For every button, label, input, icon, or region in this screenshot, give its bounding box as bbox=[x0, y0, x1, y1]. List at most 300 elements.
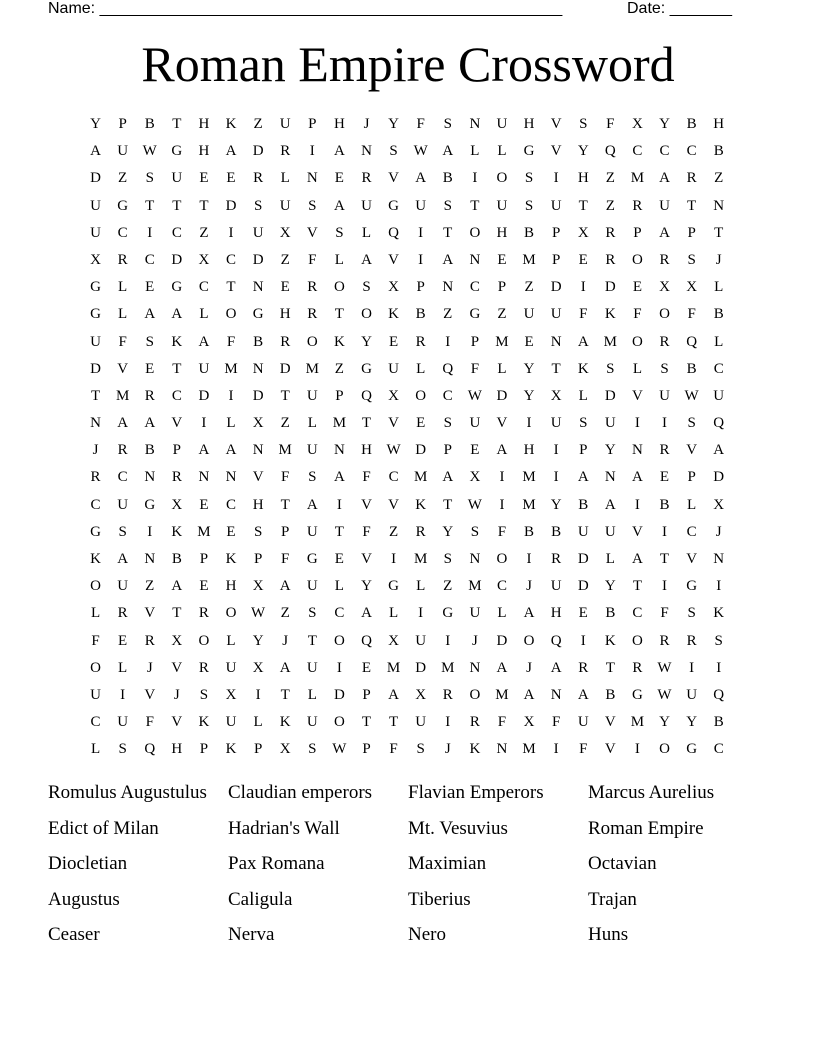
grid-cell[interactable]: A bbox=[144, 415, 156, 432]
grid-cell[interactable]: F bbox=[226, 333, 236, 350]
grid-cell[interactable]: U bbox=[577, 523, 589, 540]
grid-cell[interactable]: S bbox=[199, 686, 209, 703]
grid-cell[interactable]: C bbox=[144, 251, 155, 268]
grid-cell[interactable]: Z bbox=[605, 197, 615, 214]
grid-cell[interactable]: G bbox=[90, 279, 101, 296]
grid-cell[interactable]: L bbox=[497, 143, 507, 160]
grid-cell[interactable]: K bbox=[171, 333, 183, 350]
grid-cell[interactable]: F bbox=[551, 714, 561, 731]
grid-cell[interactable]: X bbox=[686, 279, 698, 296]
grid-cell[interactable]: N bbox=[252, 442, 264, 459]
grid-cell[interactable]: A bbox=[306, 496, 318, 513]
grid-cell[interactable]: S bbox=[443, 415, 452, 432]
grid-cell[interactable]: V bbox=[388, 170, 399, 187]
grid-cell[interactable]: I bbox=[553, 442, 559, 459]
grid-cell[interactable]: K bbox=[415, 496, 427, 513]
grid-cell[interactable]: A bbox=[442, 469, 454, 486]
grid-cell[interactable]: K bbox=[279, 714, 291, 731]
grid-cell[interactable]: T bbox=[659, 551, 670, 567]
grid-cell[interactable]: D bbox=[496, 387, 508, 404]
grid-cell[interactable]: P bbox=[497, 279, 507, 296]
grid-cell[interactable]: V bbox=[361, 496, 372, 513]
grid-cell[interactable]: X bbox=[388, 279, 399, 296]
grid-cell[interactable]: W bbox=[332, 741, 347, 758]
grid-cell[interactable]: I bbox=[662, 415, 668, 432]
grid-cell[interactable]: L bbox=[118, 279, 128, 296]
grid-cell[interactable]: Y bbox=[388, 116, 399, 132]
grid-cell[interactable]: I bbox=[445, 632, 451, 649]
grid-cell[interactable]: S bbox=[687, 251, 696, 268]
grid-cell[interactable]: X bbox=[225, 686, 237, 703]
grid-cell[interactable]: R bbox=[90, 469, 101, 486]
grid-cell[interactable]: B bbox=[686, 116, 697, 132]
grid-cell[interactable]: F bbox=[633, 306, 642, 323]
grid-cell[interactable]: A bbox=[171, 306, 183, 323]
grid-cell[interactable]: G bbox=[361, 360, 372, 377]
grid-cell[interactable]: N bbox=[550, 333, 562, 350]
grid-cell[interactable]: W bbox=[413, 143, 428, 160]
grid-cell[interactable]: E bbox=[632, 279, 642, 296]
grid-cell[interactable]: A bbox=[117, 415, 129, 432]
grid-cell[interactable]: X bbox=[713, 496, 725, 513]
grid-cell[interactable]: X bbox=[171, 632, 183, 649]
grid-cell[interactable]: P bbox=[253, 741, 263, 758]
grid-cell[interactable]: E bbox=[145, 360, 155, 377]
grid-cell[interactable]: Y bbox=[577, 143, 589, 160]
grid-cell[interactable]: I bbox=[309, 143, 315, 160]
grid-cell[interactable]: E bbox=[659, 469, 670, 486]
grid-cell[interactable]: M bbox=[522, 741, 536, 758]
grid-cell[interactable]: T bbox=[90, 387, 101, 404]
grid-cell[interactable]: S bbox=[687, 605, 696, 622]
grid-cell[interactable]: Z bbox=[199, 224, 209, 241]
grid-cell[interactable]: L bbox=[90, 605, 101, 622]
grid-cell[interactable]: J bbox=[526, 659, 532, 676]
grid-cell[interactable]: J bbox=[282, 632, 289, 649]
grid-cell[interactable]: R bbox=[415, 333, 426, 350]
grid-cell[interactable]: V bbox=[144, 686, 156, 703]
grid-cell[interactable]: J bbox=[715, 251, 722, 268]
grid-cell[interactable]: F bbox=[416, 116, 425, 132]
grid-cell[interactable]: A bbox=[442, 143, 454, 160]
grid-cell[interactable]: S bbox=[443, 116, 452, 132]
grid-cell[interactable]: Y bbox=[442, 523, 454, 540]
grid-cell[interactable]: L bbox=[118, 659, 128, 676]
grid-cell[interactable]: U bbox=[361, 197, 372, 214]
grid-cell[interactable]: K bbox=[90, 551, 101, 567]
grid-cell[interactable]: Q bbox=[388, 224, 399, 241]
grid-cell[interactable]: R bbox=[415, 523, 426, 540]
grid-cell[interactable]: A bbox=[496, 442, 508, 459]
grid-cell[interactable]: S bbox=[443, 551, 452, 567]
grid-cell[interactable]: M bbox=[522, 251, 536, 268]
grid-cell[interactable]: P bbox=[443, 442, 452, 459]
grid-cell[interactable]: K bbox=[333, 333, 345, 350]
grid-cell[interactable]: U bbox=[577, 714, 589, 731]
grid-cell[interactable]: R bbox=[578, 659, 589, 676]
grid-cell[interactable]: J bbox=[715, 523, 722, 540]
grid-cell[interactable]: Z bbox=[334, 360, 344, 377]
grid-cell[interactable]: A bbox=[632, 469, 643, 486]
grid-cell[interactable]: I bbox=[553, 469, 559, 486]
grid-cell[interactable]: H bbox=[198, 143, 210, 160]
grid-cell[interactable]: T bbox=[361, 415, 372, 432]
grid-cell[interactable]: F bbox=[687, 306, 696, 323]
grid-cell[interactable]: D bbox=[90, 170, 101, 187]
grid-cell[interactable]: F bbox=[308, 251, 317, 268]
grid-cell[interactable]: O bbox=[225, 605, 237, 622]
grid-cell[interactable]: T bbox=[632, 578, 642, 595]
grid-cell[interactable]: H bbox=[577, 170, 589, 187]
grid-cell[interactable]: Q bbox=[361, 632, 372, 649]
grid-cell[interactable]: Y bbox=[686, 714, 698, 731]
grid-cell[interactable]: M bbox=[630, 170, 645, 187]
grid-cell[interactable]: P bbox=[199, 741, 209, 758]
grid-cell[interactable]: I bbox=[689, 659, 695, 676]
grid-cell[interactable]: H bbox=[550, 605, 562, 622]
grid-cell[interactable]: F bbox=[281, 469, 290, 486]
grid-cell[interactable]: E bbox=[334, 170, 344, 187]
grid-cell[interactable]: E bbox=[226, 523, 236, 540]
grid-cell[interactable]: F bbox=[389, 741, 398, 758]
grid-cell[interactable]: F bbox=[362, 469, 371, 486]
grid-cell[interactable]: S bbox=[660, 360, 669, 377]
grid-cell[interactable]: W bbox=[684, 387, 699, 404]
date-field-label[interactable]: Date: _______ bbox=[627, 0, 732, 17]
grid-cell[interactable]: U bbox=[117, 578, 129, 595]
grid-cell[interactable]: U bbox=[225, 714, 237, 731]
grid-cell[interactable]: T bbox=[145, 197, 155, 214]
grid-cell[interactable]: B bbox=[659, 496, 670, 513]
grid-cell[interactable]: B bbox=[524, 523, 535, 540]
grid-cell[interactable]: C bbox=[334, 605, 345, 622]
grid-cell[interactable]: R bbox=[171, 469, 182, 486]
grid-cell[interactable]: I bbox=[553, 741, 559, 758]
grid-cell[interactable]: A bbox=[144, 306, 156, 323]
grid-cell[interactable]: O bbox=[496, 551, 508, 567]
grid-cell[interactable]: Z bbox=[443, 306, 453, 323]
grid-cell[interactable]: D bbox=[415, 659, 427, 676]
grid-cell[interactable]: D bbox=[252, 251, 264, 268]
grid-cell[interactable]: T bbox=[172, 197, 182, 214]
grid-cell[interactable]: Y bbox=[90, 116, 101, 132]
grid-cell[interactable]: V bbox=[117, 360, 129, 377]
grid-cell[interactable]: R bbox=[632, 197, 643, 214]
grid-cell[interactable]: B bbox=[171, 551, 182, 567]
grid-cell[interactable]: K bbox=[225, 741, 237, 758]
grid-cell[interactable]: L bbox=[714, 279, 724, 296]
grid-cell[interactable]: L bbox=[307, 686, 317, 703]
grid-cell[interactable]: U bbox=[604, 523, 616, 540]
grid-cell[interactable]: G bbox=[90, 306, 101, 323]
grid-cell[interactable]: F bbox=[497, 523, 507, 540]
grid-cell[interactable]: J bbox=[173, 686, 180, 703]
grid-cell[interactable]: E bbox=[578, 605, 588, 622]
grid-cell[interactable]: O bbox=[415, 387, 427, 404]
grid-cell[interactable]: T bbox=[578, 197, 588, 214]
grid-cell[interactable]: M bbox=[414, 551, 428, 567]
grid-cell[interactable]: X bbox=[252, 578, 264, 595]
grid-cell[interactable]: R bbox=[280, 333, 291, 350]
grid-cell[interactable]: L bbox=[334, 251, 344, 268]
grid-cell[interactable]: O bbox=[659, 741, 670, 758]
grid-cell[interactable]: I bbox=[147, 224, 153, 241]
grid-cell[interactable]: V bbox=[604, 741, 616, 758]
grid-cell[interactable]: A bbox=[523, 686, 535, 703]
grid-cell[interactable]: A bbox=[333, 469, 345, 486]
grid-cell[interactable]: M bbox=[522, 496, 536, 513]
grid-cell[interactable]: H bbox=[171, 741, 183, 758]
grid-cell[interactable]: C bbox=[713, 360, 724, 377]
grid-cell[interactable]: S bbox=[145, 333, 154, 350]
grid-cell[interactable]: I bbox=[418, 224, 424, 241]
grid-cell[interactable]: E bbox=[226, 170, 236, 187]
grid-cell[interactable]: M bbox=[278, 442, 292, 459]
grid-cell[interactable]: L bbox=[280, 170, 290, 187]
grid-cell[interactable]: R bbox=[307, 306, 318, 323]
grid-cell[interactable]: S bbox=[416, 741, 425, 758]
grid-cell[interactable]: O bbox=[632, 632, 643, 649]
grid-cell[interactable]: X bbox=[388, 632, 399, 649]
grid-cell[interactable]: I bbox=[120, 686, 126, 703]
grid-cell[interactable]: F bbox=[281, 551, 290, 567]
grid-cell[interactable]: W bbox=[657, 659, 672, 676]
grid-cell[interactable]: N bbox=[469, 116, 481, 132]
grid-cell[interactable]: J bbox=[526, 578, 532, 595]
grid-cell[interactable]: X bbox=[171, 496, 183, 513]
grid-cell[interactable]: G bbox=[144, 496, 156, 513]
grid-cell[interactable]: E bbox=[199, 578, 209, 595]
grid-cell[interactable]: U bbox=[415, 714, 427, 731]
grid-cell[interactable]: P bbox=[687, 469, 696, 486]
grid-cell[interactable]: X bbox=[415, 686, 427, 703]
grid-cell[interactable]: S bbox=[253, 197, 263, 214]
grid-cell[interactable]: I bbox=[418, 605, 424, 622]
grid-cell[interactable]: U bbox=[496, 197, 508, 214]
grid-cell[interactable]: D bbox=[577, 578, 589, 595]
grid-cell[interactable]: V bbox=[306, 224, 318, 241]
grid-cell[interactable]: C bbox=[171, 224, 182, 241]
grid-cell[interactable]: M bbox=[630, 714, 645, 731]
grid-cell[interactable]: R bbox=[117, 442, 128, 459]
grid-cell[interactable]: E bbox=[280, 279, 290, 296]
grid-cell[interactable]: U bbox=[550, 578, 562, 595]
grid-cell[interactable]: G bbox=[469, 306, 481, 323]
grid-cell[interactable]: I bbox=[580, 279, 586, 296]
grid-cell[interactable]: R bbox=[686, 170, 697, 187]
grid-cell[interactable]: M bbox=[115, 387, 130, 404]
grid-cell[interactable]: U bbox=[117, 496, 129, 513]
grid-cell[interactable]: F bbox=[497, 714, 507, 731]
grid-cell[interactable]: N bbox=[632, 442, 643, 459]
grid-cell[interactable]: T bbox=[551, 360, 561, 377]
grid-cell[interactable]: P bbox=[579, 442, 588, 459]
grid-cell[interactable]: X bbox=[659, 279, 670, 296]
grid-cell[interactable]: R bbox=[198, 605, 209, 622]
grid-cell[interactable]: N bbox=[604, 469, 616, 486]
grid-cell[interactable]: Z bbox=[524, 279, 534, 296]
grid-cell[interactable]: Y bbox=[604, 578, 616, 595]
grid-cell[interactable]: S bbox=[145, 170, 154, 187]
grid-cell[interactable]: B bbox=[524, 224, 535, 241]
grid-cell[interactable]: R bbox=[253, 170, 264, 187]
grid-cell[interactable]: Z bbox=[118, 170, 128, 187]
grid-cell[interactable]: R bbox=[605, 224, 616, 241]
grid-cell[interactable]: L bbox=[118, 306, 128, 323]
grid-cell[interactable]: I bbox=[336, 496, 342, 513]
grid-cell[interactable]: L bbox=[388, 605, 399, 622]
grid-cell[interactable]: M bbox=[305, 360, 319, 377]
grid-cell[interactable]: I bbox=[472, 170, 478, 187]
grid-cell[interactable]: T bbox=[470, 197, 480, 214]
grid-cell[interactable]: H bbox=[252, 496, 264, 513]
grid-cell[interactable]: L bbox=[470, 143, 480, 160]
grid-cell[interactable]: X bbox=[388, 387, 399, 404]
grid-cell[interactable]: F bbox=[660, 605, 669, 622]
grid-cell[interactable]: N bbox=[198, 469, 210, 486]
grid-cell[interactable]: N bbox=[90, 415, 101, 432]
grid-cell[interactable]: S bbox=[470, 523, 480, 540]
grid-cell[interactable]: K bbox=[171, 523, 183, 540]
grid-cell[interactable]: W bbox=[467, 387, 482, 404]
grid-cell[interactable]: I bbox=[553, 170, 559, 187]
grid-cell[interactable]: O bbox=[225, 306, 237, 323]
grid-cell[interactable]: I bbox=[228, 387, 234, 404]
grid-cell[interactable]: I bbox=[526, 415, 532, 432]
grid-cell[interactable]: R bbox=[659, 333, 670, 350]
grid-cell[interactable]: B bbox=[144, 116, 155, 132]
grid-cell[interactable]: D bbox=[171, 251, 183, 268]
grid-cell[interactable]: O bbox=[333, 632, 345, 649]
grid-cell[interactable]: L bbox=[90, 741, 101, 758]
grid-cell[interactable]: I bbox=[716, 578, 722, 595]
grid-cell[interactable]: T bbox=[226, 279, 236, 296]
grid-cell[interactable]: L bbox=[199, 306, 209, 323]
grid-cell[interactable]: S bbox=[524, 170, 534, 187]
grid-cell[interactable]: V bbox=[686, 442, 698, 459]
grid-cell[interactable]: X bbox=[90, 251, 101, 268]
grid-cell[interactable]: E bbox=[578, 251, 588, 268]
grid-cell[interactable]: C bbox=[226, 251, 237, 268]
grid-cell[interactable]: N bbox=[361, 143, 372, 160]
grid-cell[interactable]: N bbox=[252, 279, 264, 296]
grid-cell[interactable]: U bbox=[496, 116, 508, 132]
grid-cell[interactable]: S bbox=[579, 116, 588, 132]
grid-cell[interactable]: A bbox=[659, 170, 670, 187]
grid-cell[interactable]: D bbox=[90, 360, 101, 377]
grid-cell[interactable]: W bbox=[386, 442, 401, 459]
grid-cell[interactable]: L bbox=[605, 551, 615, 567]
grid-cell[interactable]: H bbox=[333, 116, 345, 132]
grid-cell[interactable]: I bbox=[634, 415, 640, 432]
grid-cell[interactable]: C bbox=[171, 387, 182, 404]
grid-cell[interactable]: L bbox=[578, 387, 588, 404]
grid-cell[interactable]: L bbox=[361, 224, 372, 241]
grid-cell[interactable]: N bbox=[713, 551, 725, 567]
grid-cell[interactable]: J bbox=[92, 442, 99, 459]
grid-cell[interactable]: Z bbox=[280, 605, 290, 622]
grid-cell[interactable]: F bbox=[118, 333, 127, 350]
grid-cell[interactable]: U bbox=[550, 415, 562, 432]
grid-cell[interactable]: U bbox=[306, 659, 318, 676]
grid-cell[interactable]: T bbox=[605, 659, 615, 676]
grid-cell[interactable]: V bbox=[388, 415, 399, 432]
grid-cell[interactable]: M bbox=[414, 469, 428, 486]
grid-cell[interactable]: C bbox=[388, 469, 399, 486]
grid-cell[interactable]: N bbox=[469, 551, 481, 567]
grid-cell[interactable]: U bbox=[415, 632, 427, 649]
grid-cell[interactable]: N bbox=[144, 551, 156, 567]
grid-cell[interactable]: D bbox=[333, 686, 345, 703]
grid-cell[interactable]: C bbox=[632, 605, 643, 622]
grid-cell[interactable]: P bbox=[335, 387, 344, 404]
grid-cell[interactable]: E bbox=[524, 333, 534, 350]
grid-cell[interactable]: F bbox=[91, 632, 100, 649]
grid-cell[interactable]: T bbox=[280, 496, 290, 513]
grid-cell[interactable]: S bbox=[253, 523, 263, 540]
grid-cell[interactable]: L bbox=[334, 578, 344, 595]
grid-cell[interactable]: A bbox=[361, 251, 372, 268]
grid-cell[interactable]: X bbox=[550, 387, 562, 404]
name-field-label[interactable]: Name: ____________________________________________________ bbox=[48, 0, 563, 17]
grid-cell[interactable]: V bbox=[632, 523, 643, 540]
grid-cell[interactable]: I bbox=[418, 251, 424, 268]
grid-cell[interactable]: X bbox=[198, 251, 210, 268]
grid-cell[interactable]: T bbox=[280, 686, 290, 703]
grid-cell[interactable]: F bbox=[470, 360, 480, 377]
grid-cell[interactable]: A bbox=[523, 605, 535, 622]
grid-cell[interactable]: L bbox=[416, 360, 426, 377]
grid-cell[interactable]: P bbox=[633, 224, 642, 241]
grid-cell[interactable]: P bbox=[416, 279, 425, 296]
grid-cell[interactable]: V bbox=[388, 496, 399, 513]
grid-cell[interactable]: U bbox=[550, 306, 562, 323]
grid-cell[interactable]: O bbox=[659, 306, 670, 323]
grid-cell[interactable]: N bbox=[550, 686, 562, 703]
grid-cell[interactable]: Q bbox=[713, 686, 725, 703]
grid-cell[interactable]: O bbox=[496, 170, 508, 187]
grid-cell[interactable]: C bbox=[686, 523, 697, 540]
grid-cell[interactable]: T bbox=[307, 632, 317, 649]
grid-cell[interactable]: Z bbox=[605, 170, 615, 187]
grid-cell[interactable]: K bbox=[225, 551, 237, 567]
grid-cell[interactable]: G bbox=[686, 741, 698, 758]
grid-cell[interactable]: U bbox=[306, 387, 318, 404]
grid-cell[interactable]: Z bbox=[280, 415, 290, 432]
grid-cell[interactable]: P bbox=[118, 116, 127, 132]
grid-cell[interactable]: R bbox=[551, 551, 562, 567]
grid-cell[interactable]: U bbox=[252, 224, 264, 241]
grid-cell[interactable]: F bbox=[362, 523, 371, 540]
grid-cell[interactable]: U bbox=[225, 659, 237, 676]
grid-cell[interactable]: B bbox=[442, 170, 453, 187]
grid-cell[interactable]: K bbox=[198, 714, 210, 731]
grid-cell[interactable]: G bbox=[442, 605, 454, 622]
grid-cell[interactable]: D bbox=[415, 442, 427, 459]
grid-cell[interactable]: P bbox=[687, 224, 696, 241]
grid-cell[interactable]: H bbox=[713, 116, 725, 132]
grid-cell[interactable]: R bbox=[117, 605, 128, 622]
grid-cell[interactable]: H bbox=[225, 578, 237, 595]
grid-cell[interactable]: F bbox=[606, 116, 615, 132]
grid-cell[interactable]: U bbox=[90, 197, 101, 214]
grid-cell[interactable]: R bbox=[307, 279, 318, 296]
grid-cell[interactable]: E bbox=[416, 415, 426, 432]
grid-cell[interactable]: A bbox=[198, 333, 210, 350]
grid-cell[interactable]: S bbox=[714, 632, 723, 649]
grid-cell[interactable]: A bbox=[496, 659, 508, 676]
grid-cell[interactable]: A bbox=[659, 224, 670, 241]
